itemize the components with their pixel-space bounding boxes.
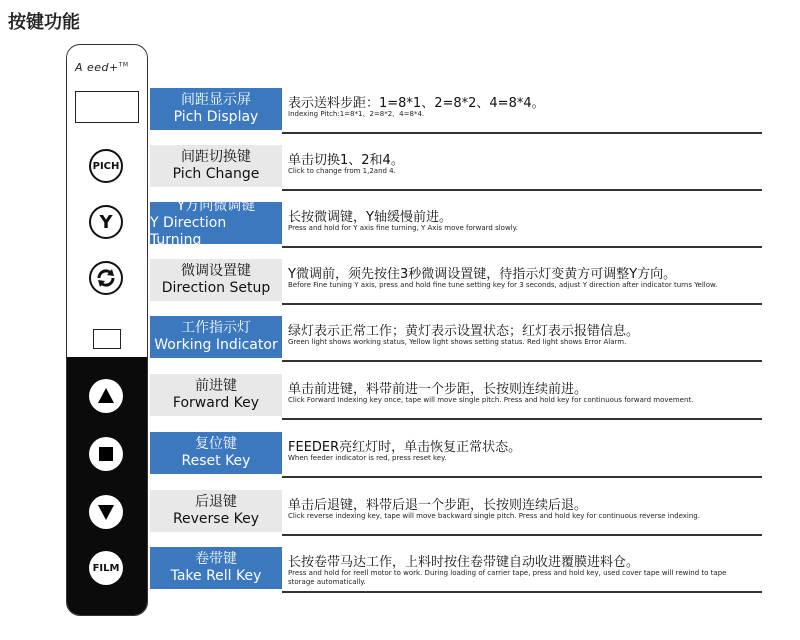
desc-cn: Y微调前，须先按住3秒微调设置键，待指示灯变黄方可调整Y方向。 — [288, 267, 677, 282]
desc-cn: 长按卷带马达工作，上料时按住卷带键自动收进覆膜进料仓。 — [288, 555, 640, 570]
film-button-label: FILM — [92, 562, 120, 574]
desc-en: Click Forward Indexing key once, tape will move single pitch. Press and hold key for continuous forward movement. — [288, 396, 694, 404]
desc-en: Press and hold for reell motor to work. During loading of carrier tape, press and hold key, used cover tape will rewind to tape storage automatically. — [288, 569, 727, 586]
divider — [282, 303, 762, 305]
label-pitch-change: 间距切换键 Pich Change — [150, 145, 282, 187]
row-take-rell-key — [150, 547, 762, 593]
row-reverse-key — [150, 490, 762, 536]
row-forward-key — [150, 374, 762, 420]
desc-en: Press and hold for Y axis fine turning, Y Axis move forward slowly. — [288, 224, 519, 232]
triangle-down-icon — [97, 503, 115, 521]
desc-cn: 表示送料步距：1=8*1、2=8*2、4=8*4。 — [288, 96, 545, 111]
square-stop-icon — [98, 446, 114, 462]
row-y-direction — [150, 197, 762, 248]
brand-logo: A eed+™ — [75, 61, 129, 74]
pitch-button-label: PICH — [92, 160, 120, 172]
row-direction-setup — [150, 259, 762, 305]
desc-cn: 长按微调键，Y轴缓慢前进。 — [288, 210, 452, 225]
film-button[interactable] — [89, 551, 123, 585]
desc-cn: 单击前进键，料带前进一个步距，长按则连续前进。 — [288, 382, 588, 397]
desc-cn: 绿灯表示正常工作；黄灯表示设置状态；红灯表示报错信息。 — [288, 324, 640, 339]
direction-setup-button[interactable] — [89, 261, 123, 295]
label-take-rell-key: 卷带键 Take Rell Key — [150, 547, 282, 589]
divider — [282, 189, 762, 191]
divider — [282, 246, 762, 248]
divider — [282, 476, 762, 478]
label-direction-setup: 微调设置键 Direction Setup — [150, 259, 282, 301]
desc-en: When feeder indicator is red, press reset key. — [288, 454, 447, 462]
row-reset-key — [150, 432, 762, 478]
y-direction-button[interactable] — [89, 205, 123, 239]
desc-en: Click to change from 1,2and 4. — [288, 167, 396, 175]
label-forward-key: 前进键 Forward Key — [150, 374, 282, 416]
row-pitch-display — [150, 88, 762, 134]
label-working-indicator: 工作指示灯 Working Indicator — [150, 316, 282, 358]
divider — [282, 534, 762, 536]
desc-en: Before Fine tuning Y axis, press and hold fine tune setting key for 3 seconds, adjust Y direction after indicator turns Yellow. — [288, 281, 718, 289]
divider — [282, 591, 762, 593]
desc-en: Green light shows working status, Yellow light shows setting status. Red light shows Error Alarm. — [288, 338, 627, 346]
pitch-change-button[interactable] — [89, 149, 123, 183]
refresh-icon — [95, 267, 117, 289]
divider — [282, 360, 762, 362]
desc-cn: FEEDER亮红灯时，单击恢复正常状态。 — [288, 440, 522, 455]
divider — [282, 418, 762, 420]
working-indicator-light — [93, 329, 121, 349]
pitch-display-screen — [75, 91, 139, 123]
label-y-direction: Y方向微调键 Y Direction Turning — [150, 202, 282, 244]
reset-button[interactable] — [89, 437, 123, 471]
desc-cn: 单击后退键，料带后退一个步距，长按则连续后退。 — [288, 498, 588, 513]
feeder-control-panel — [66, 44, 148, 616]
row-pitch-change — [150, 145, 762, 191]
desc-cn: 单击切换1、2和4。 — [288, 153, 404, 168]
label-pitch-display: 间距显示屏 Pich Display — [150, 88, 282, 130]
forward-button[interactable] — [89, 379, 123, 413]
label-reset-key: 复位键 Reset Key — [150, 432, 282, 474]
desc-en: Click reverse indexing key, tape will move backward single pitch. Press and hold key for continuous reverse indexing. — [288, 512, 700, 520]
label-reverse-key: 后退键 Reverse Key — [150, 490, 282, 532]
triangle-up-icon — [97, 387, 115, 405]
reverse-button[interactable] — [89, 495, 123, 529]
divider — [282, 132, 762, 134]
page-title: 按键功能 — [8, 12, 80, 33]
y-button-label: Y — [99, 211, 113, 233]
desc-en: Indexing Pitch:1=8*1、2=8*2、4=8*4. — [288, 110, 425, 118]
row-working-indicator — [150, 316, 762, 362]
